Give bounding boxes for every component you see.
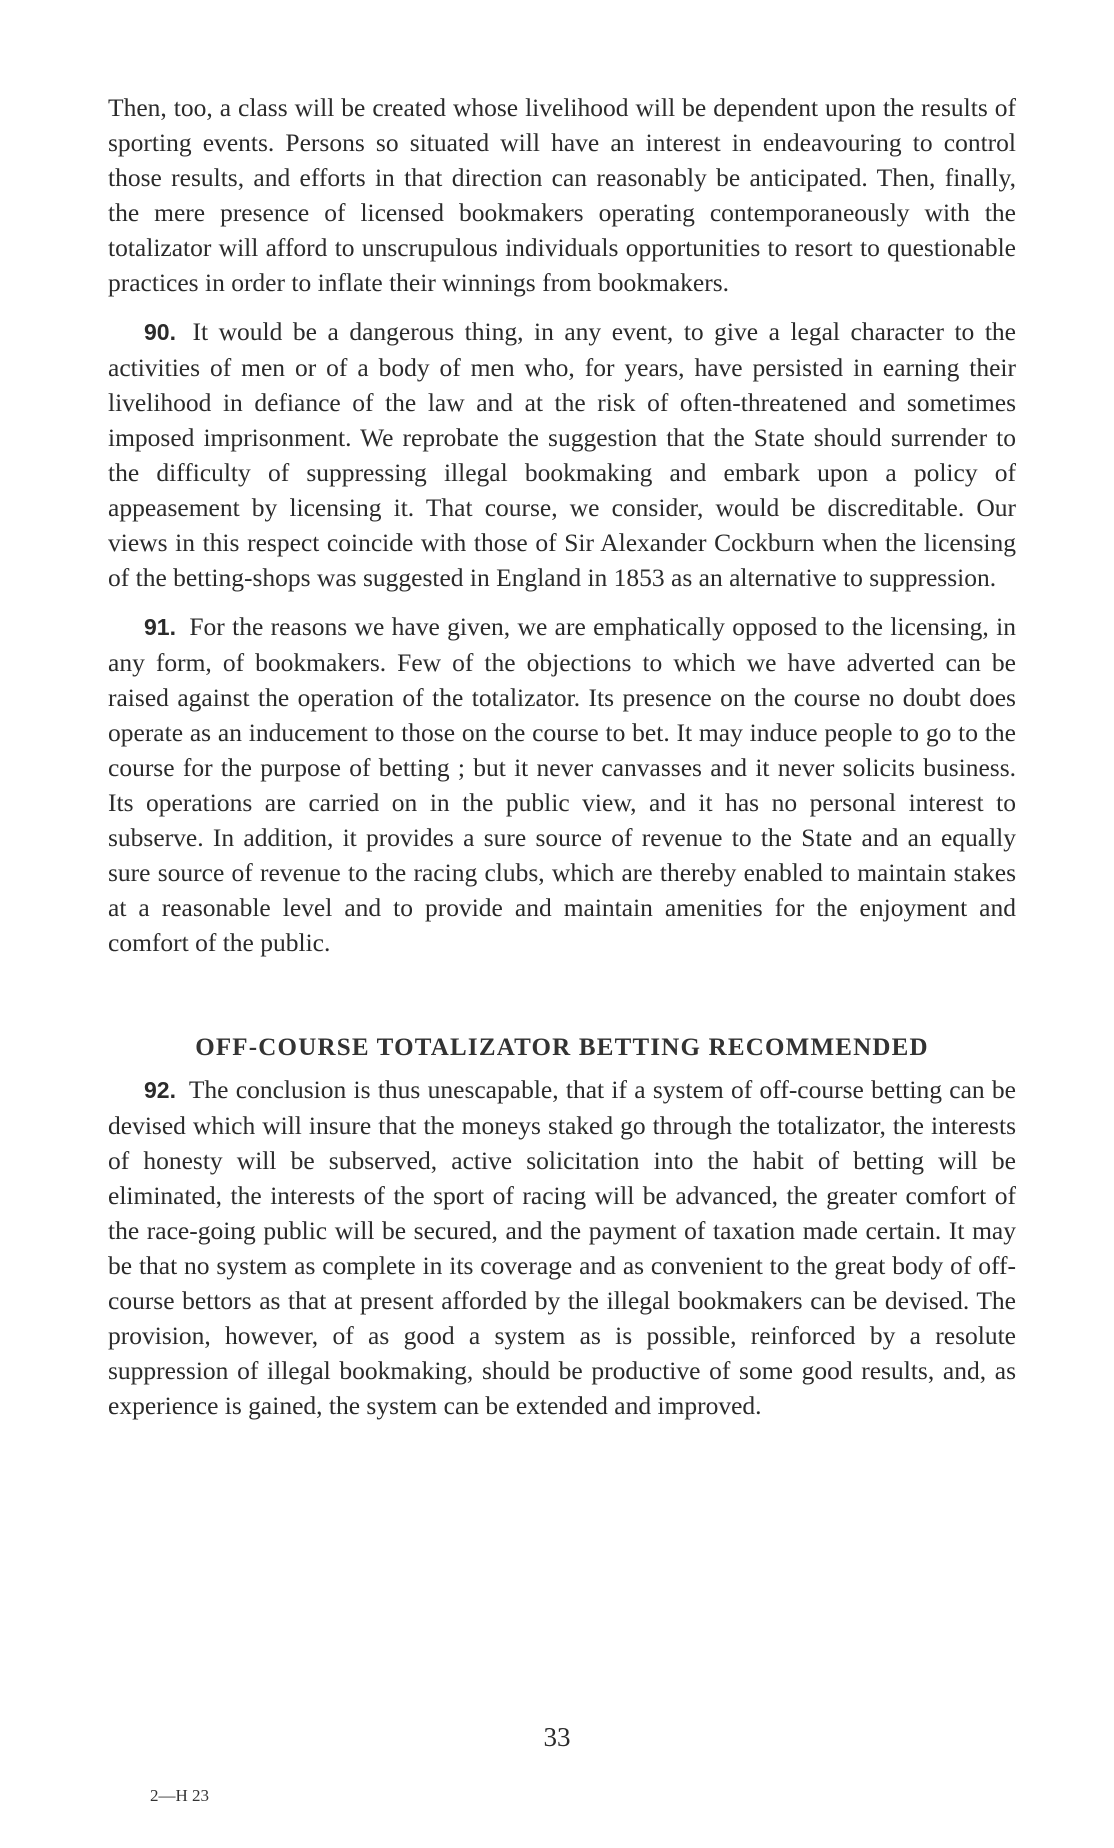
paragraph-intro-text: Then, too, a class will be created whose livelihood will be dependent upon the results of sporting events. Persons so situated will have an interest in endeavouring to control those results, and efforts in that direction can reasonably be anticipated. Then, finally, the mere presence of licensed bookmakers operating contemporaneously with the totalizator will afford to unscrupulous individuals opportunities to resort to questionable practices in order to inflate their winnings from bookmakers.: [108, 93, 1016, 297]
document-page: [108, 90, 1016, 1423]
paragraph-92-number: 92.: [144, 1077, 176, 1103]
paragraph-90-number: 90.: [144, 319, 176, 345]
paragraph-92: [108, 1072, 1016, 1423]
section-heading: OFF-COURSE TOTALIZATOR BETTING RECOMMENDED: [195, 1034, 929, 1061]
paragraph-91: [108, 609, 1016, 960]
paragraph-90-text: It would be a dangerous thing, in any event, to give a legal character to the activities of men or of a body of men who, for years, have persisted in earning their livelihood in defiance of the law and at the risk of often-threatened and sometimes imposed imprisonment. We reprobate the suggestion that the State should surrender to the difficulty of suppressing illegal bookmaking and embark upon a policy of appeasement by licensing it. That course, we consider, would be discreditable. Our views in this respect coincide with those of Sir Alexander Cockburn when the licensing of the betting-shops was suggested in England in 1853 as an alternative to suppression.: [108, 317, 1016, 592]
paragraph-92-text: The conclusion is thus unescapable, that if a system of off-course betting can be devised which will insure that the moneys staked go through the totalizator, the interests of honesty will be subserved, active solicitation into the habit of betting will be eliminated, the interests of the sport of racing will be advanced, the greater comfort of the race-going public will be secured, and the payment of taxation made certain. It may be that no system as complete in its coverage and as convenient to the great body of off-course bettors as that at present afforded by the illegal bookmakers can be devised. The provision, however, of as good a system as is possible, reinforced by a resolute suppression of illegal bookmaking, should be productive of some good results, and, as experience is gained, the system can be extended and improved.: [108, 1075, 1017, 1420]
paragraph-91-number: 91.: [144, 614, 176, 640]
paragraph-90: [108, 314, 1016, 595]
footer-reference: 2—H 23: [150, 1786, 210, 1805]
paragraph-91-text: For the reasons we have given, we are emphatically opposed to the licensing, in any form, of bookmakers. Few of the objections to which we have adverted can be raised against the operation of the totalizator. Its presence on the course no doubt does operate as an inducement to those on the course to bet. It may induce people to go to the course for the purpose of betting ; but it never canvasses and it never solicits business. Its operations are carried on in the public view, and it has no personal interest to subserve. In addition, it provides a sure source of revenue to the State and an equally sure source of revenue to the racing clubs, which are thereby enabled to maintain stakes at a reasonable level and to provide and maintain amenities for the enjoyment and comfort of the public.: [108, 612, 1016, 957]
paragraph-intro: [108, 90, 1016, 300]
page-number: 33: [543, 1722, 571, 1752]
